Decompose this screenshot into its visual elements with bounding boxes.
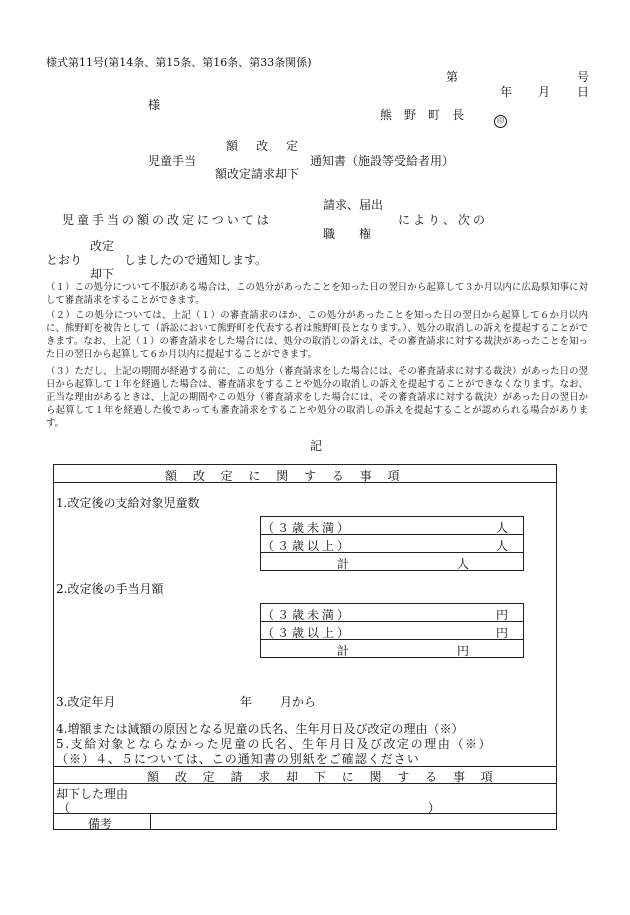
date-year: 年	[500, 85, 513, 99]
section3-year: 年	[240, 695, 253, 709]
section2-label: 2.改定後の手当月額	[56, 582, 164, 596]
form-number: 様式第11号(第14条、第15条、第16条、第33条関係)	[46, 56, 312, 69]
paren-close: ）	[428, 801, 441, 815]
option-request: 請求、届出	[323, 198, 384, 212]
title-option-rejection: 額改定請求却下	[215, 167, 300, 181]
divider	[53, 482, 557, 483]
count-over3-unit: 人	[496, 539, 509, 553]
remarks-label: 備考	[88, 817, 113, 831]
count-under3-label: （３歳未満）	[262, 521, 353, 535]
ki-label: 記	[310, 439, 323, 453]
body-line2-end: しましたので通知します。	[124, 253, 268, 267]
note-3: （３）ただし、上記の期間が経過する前に、この処分（審査請求をした場合には、その審査請求に対する裁決）があった日の翌日から起算して１年を経過した場合は、審査請求をすることや処分の取消しの訴えを提起することができなくなります。なお、正当な理由があるときは、上記の期間やこの処分（審査請求をした場合には、その審査請求に対する裁決）があった日の翌日から起算して１年を経過した後であっても審査請求をすることや処分の取消しの訴えを提起することが認められる場合があります。	[46, 366, 588, 429]
amount-over3-label: （３歳以上）	[262, 626, 353, 640]
divider	[53, 766, 557, 767]
amount-under3-unit: 円	[496, 608, 509, 622]
amount-under3-label: （３歳未満）	[262, 608, 353, 622]
date-day: 日	[577, 85, 590, 99]
revision-header: 額 改 定 に 関 す る 事 項	[165, 469, 406, 483]
divider	[150, 813, 151, 830]
count-over3-label: （３歳以上）	[262, 539, 353, 553]
note-1: （１）この処分について不服がある場合は、この処分があったことを知った日の翌日から起算して３か月以内に広島県知事に対して審査請求をすることができます。	[46, 282, 588, 306]
divider	[53, 783, 557, 784]
number-prefix: 第	[446, 70, 459, 84]
paren-open: （	[58, 801, 71, 815]
divider	[53, 813, 557, 814]
rejection-header: 額 改 定 請 求 却 下 に 関 す る 事 項	[147, 770, 499, 784]
amount-total-unit: 円	[457, 644, 470, 658]
reference-note: （※）４、５については、この通知書の別紙をご確認ください	[56, 752, 420, 766]
body-line1-end: により、次の	[398, 213, 489, 227]
section5-label: 5.支給対象とならなかった児童の氏名、生年月日及び改定の理由（※）	[56, 737, 493, 751]
count-total-label: 計	[337, 557, 350, 571]
note-2: （２）この処分については、上記（１）の審査請求のほか、この処分があったことを知った日の翌日から起算して６か月以内に、熊野町を被告として（訴訟において熊野町を代表する者は熊野町長となります。）、処分の取消しの訴えを提起することができます。なお、上記（１）の審査請求をした場合には、処分の取消しの訴えは、その審査請求に対する裁決があったことを知った日の翌日から起算して６か月以内に提起することができます。	[46, 310, 588, 360]
section3-label: 3.改定年月	[56, 695, 116, 709]
amount-total-label: 計	[337, 644, 350, 658]
addressee-suffix: 様	[148, 98, 161, 112]
title-option-revision: 額 改 定	[226, 139, 302, 153]
number-suffix: 号	[577, 70, 590, 84]
title-prefix: 児童手当	[148, 154, 197, 168]
body-line1: 児童手当の額の改定については	[62, 213, 272, 227]
seal-icon: 印	[494, 108, 507, 128]
rejection-reason-label: 却下した理由	[56, 787, 129, 801]
date-month: 月	[538, 85, 551, 99]
title-suffix: 通知書（施設等受給者用）	[310, 154, 455, 168]
option-authority: 職 権	[323, 227, 372, 241]
issuer: 熊 野 町 長	[380, 108, 465, 122]
count-total-unit: 人	[457, 557, 470, 571]
section1-label: 1.改定後の支給対象児童数	[56, 496, 200, 510]
section3-month: 月から	[280, 695, 317, 709]
option-revised: 改定	[90, 239, 115, 253]
count-under3-unit: 人	[496, 521, 509, 535]
section4-label: 4.増額または減額の原因となる児童の氏名、生年月日及び改定の理由（※）	[56, 722, 464, 736]
body-line2-start: とおり	[46, 253, 83, 267]
amount-over3-unit: 円	[496, 626, 509, 640]
option-rejected: 却下	[90, 267, 115, 281]
